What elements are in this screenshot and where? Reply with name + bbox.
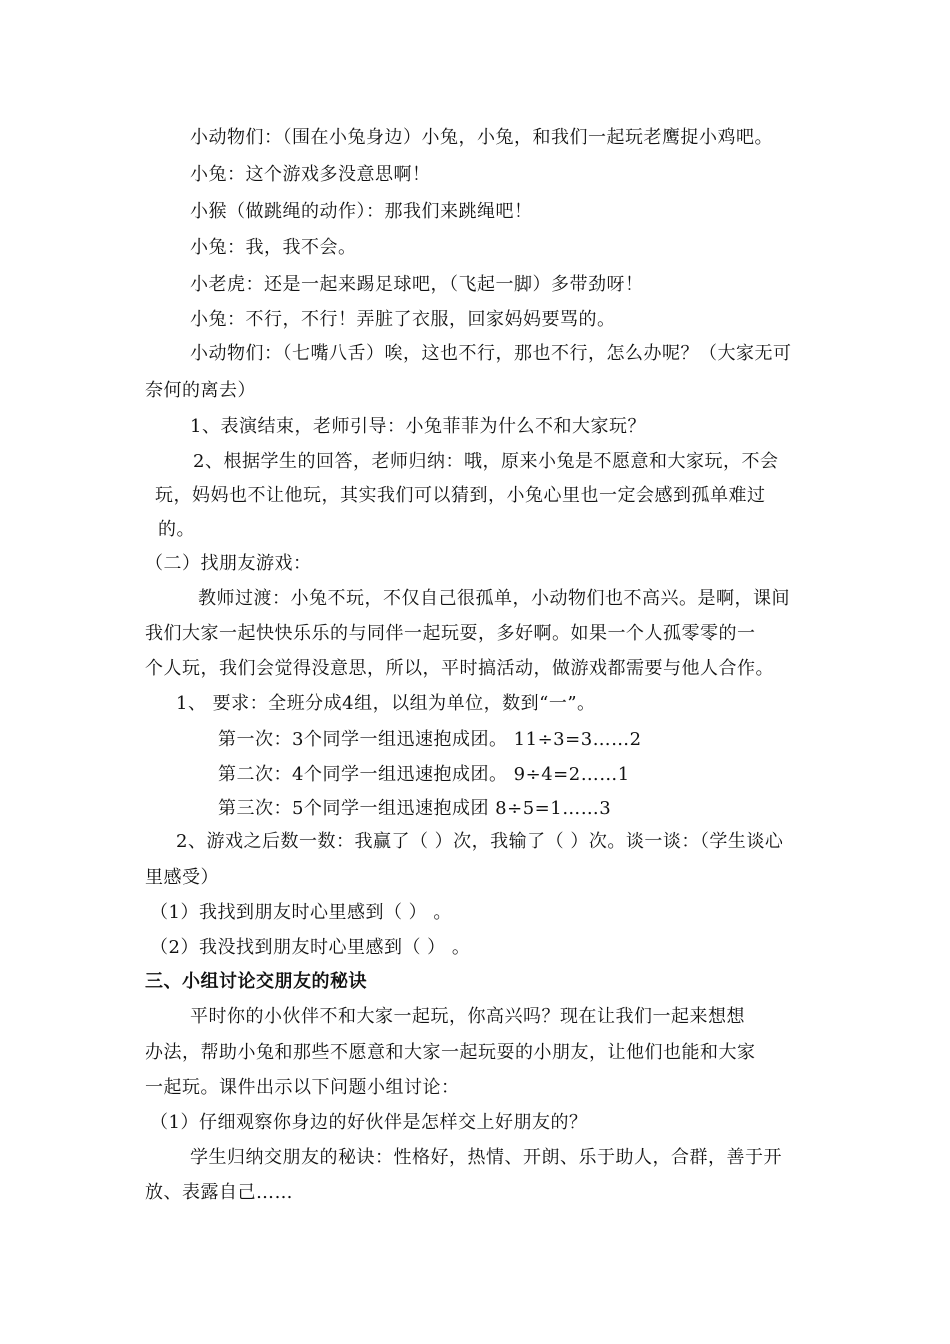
game-count-result-cont: 里感受）: [145, 867, 219, 888]
game-requirement: 1、 要求：全班分成4组，以组为单位，数到“一”。: [176, 693, 596, 714]
feeling-no-friend: （2）我没找到朋友时心里感到（ ） 。: [150, 937, 471, 958]
game-count-result: 2、游戏之后数一数：我赢了（ ）次，我输了（ ）次。谈一谈：（学生谈心: [176, 831, 784, 852]
list-item-1-teacher-guide: 1、表演结束，老师引导：小兔菲菲为什么不和大家玩？: [190, 416, 646, 437]
section-heading-discussion: 三、小组讨论交朋友的秘诀: [145, 971, 367, 992]
dialogue-line-animals-leave-cont: 奈何的离去）: [145, 380, 256, 401]
paragraph-teacher-transition-cont2: 个人玩，我们会觉得没意思，所以，平时搞活动，做游戏都需要与他人合作。: [145, 658, 774, 679]
dialogue-line-monkey: 小猴（做跳绳的动作）：那我们来跳绳吧！: [190, 201, 533, 222]
game-round-2: 第二次：4个同学一组迅速抱成团。 9÷4=2……1: [218, 764, 630, 785]
discussion-question-1: （1）仔细观察你身边的好伙伴是怎样交上好朋友的？: [150, 1112, 588, 1133]
paragraph-teacher-transition: 教师过渡：小兔不玩，不仅自己很孤单，小动物们也不高兴。是啊，课间: [198, 588, 790, 609]
dialogue-line-rabbit-boring: 小兔：这个游戏多没意思啊！: [190, 164, 431, 185]
paragraph-discussion-intro: 平时你的小伙伴不和大家一起玩，你高兴吗？现在让我们一起来想想: [190, 1006, 745, 1027]
list-item-2-teacher-summary: 2、根据学生的回答，老师归纳：哦，原来小兔是不愿意和大家玩，不会: [193, 451, 779, 472]
dialogue-line-rabbit-refuse: 小兔：不行，不行！弄脏了衣服，回家妈妈要骂的。: [190, 309, 616, 330]
list-item-2-cont: 玩，妈妈也不让他玩，其实我们可以猜到，小兔心里也一定会感到孤单难过: [155, 485, 766, 506]
paragraph-friendship-secrets: 学生归纳交朋友的秘诀：性格好，热情、开朗、乐于助人，合群，善于开: [190, 1147, 782, 1168]
list-item-2-end: 的。: [158, 519, 195, 540]
game-round-3: 第三次：5个同学一组迅速抱成团 8÷5=1……3: [218, 798, 612, 819]
dialogue-line-animals-invite: 小动物们：（围在小兔身边）小兔，小兔，和我们一起玩老鹰捉小鸡吧。: [190, 127, 773, 148]
paragraph-discussion-intro-cont1: 办法，帮助小兔和那些不愿意和大家一起玩耍的小朋友，让他们也能和大家: [145, 1042, 756, 1063]
feeling-found-friend: （1）我找到朋友时心里感到（ ） 。: [150, 902, 452, 923]
paragraph-teacher-transition-cont1: 我们大家一起快快乐乐的与同伴一起玩耍，多好啊。如果一个人孤零零的一: [145, 623, 756, 644]
dialogue-line-rabbit-cannot: 小兔：我，我不会。: [190, 237, 357, 258]
game-round-1: 第一次：3个同学一组迅速抱成团。 11÷3=3……2: [218, 729, 642, 750]
paragraph-discussion-intro-cont2: 一起玩。课件出示以下问题小组讨论：: [145, 1077, 460, 1098]
paragraph-friendship-secrets-cont: 放、表露自己……: [145, 1182, 293, 1203]
section-heading-find-friends: （二）找朋友游戏：: [145, 553, 312, 574]
dialogue-line-animals-leave: 小动物们：（七嘴八舌）唉，这也不行，那也不行，怎么办呢？（大家无可: [190, 343, 792, 364]
dialogue-line-tiger: 小老虎：还是一起来踢足球吧，（飞起一脚）多带劲呀！: [190, 274, 644, 295]
